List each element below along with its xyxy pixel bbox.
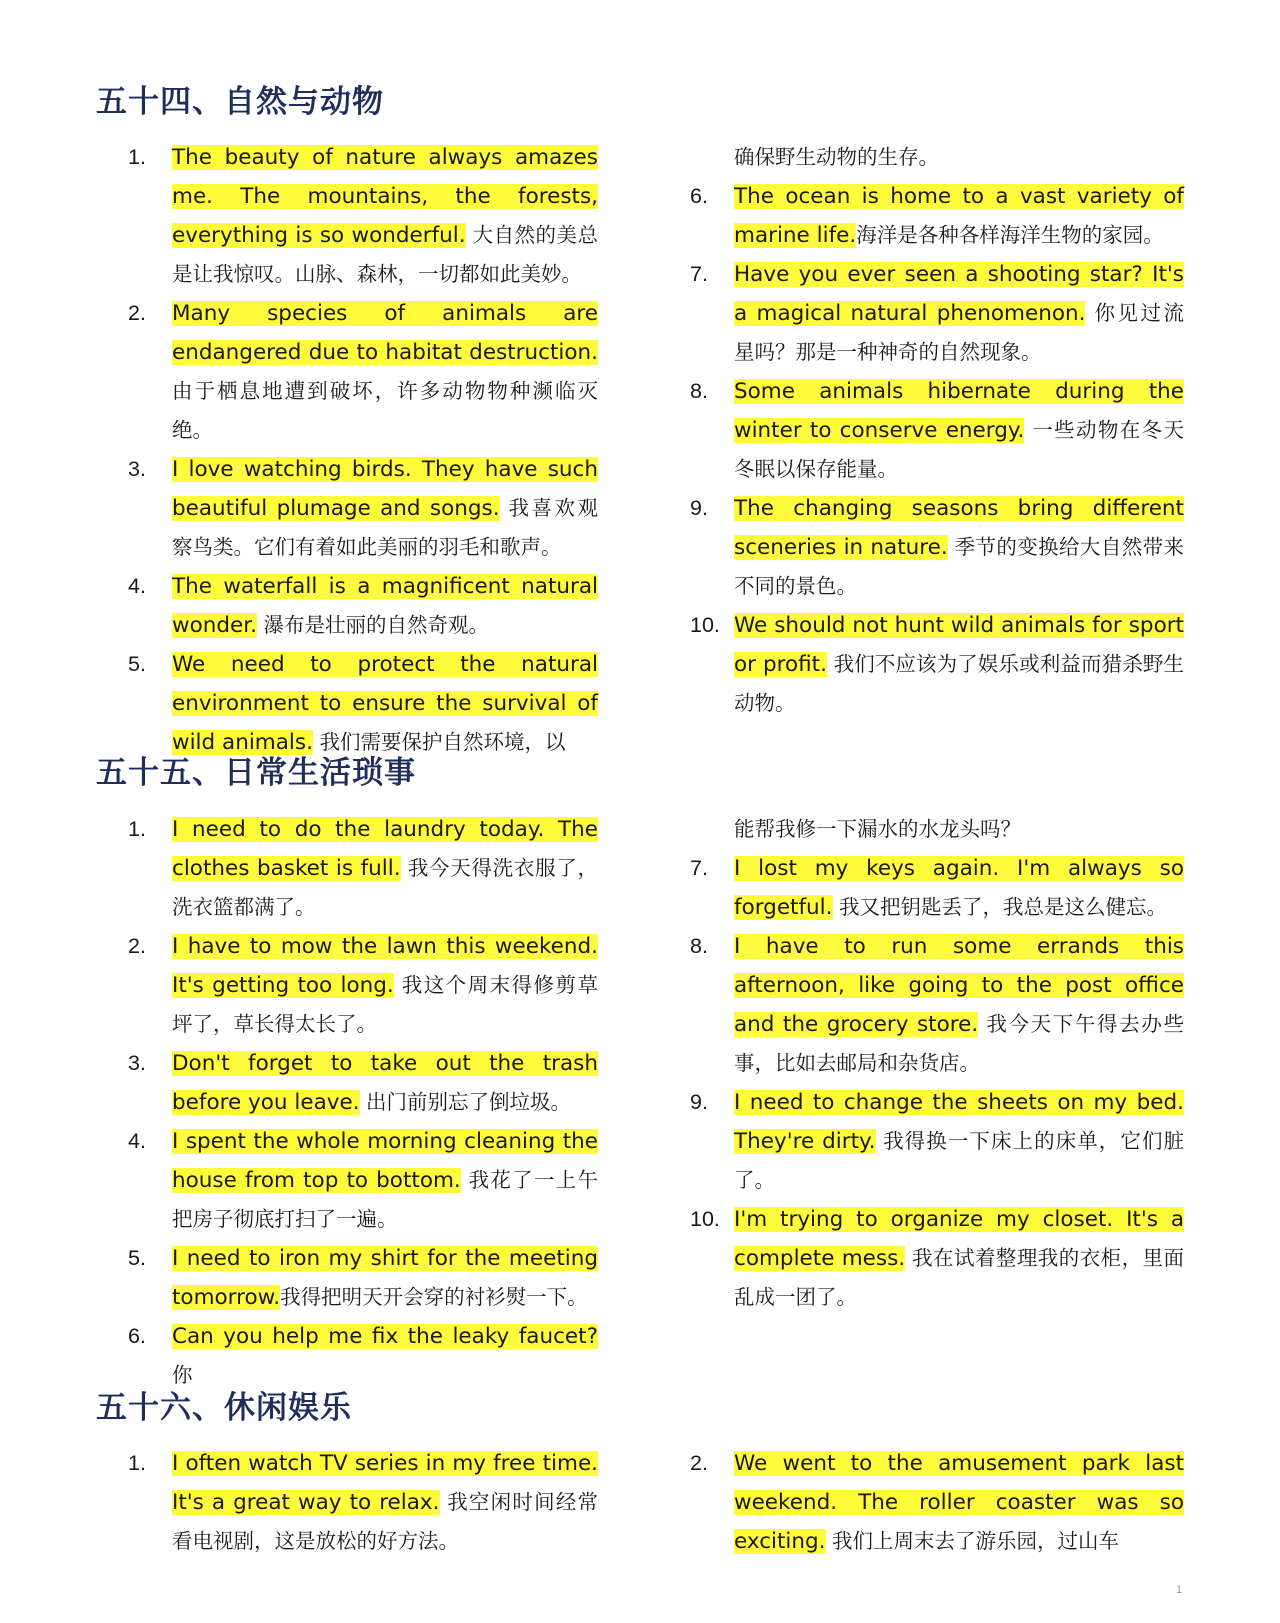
chinese-translation: 我们需要保护自然环境，以 [312, 730, 566, 754]
chinese-translation: 我们上周末去了游乐园，过山车 [825, 1529, 1120, 1553]
page-number: 1 [1176, 1584, 1183, 1596]
english-sentence: We went to the amusement park last weekend. The roller coaster was so exciting. [734, 1451, 1184, 1554]
item-number: 9. [690, 1090, 708, 1114]
list-item [690, 1083, 1184, 1200]
chinese-translation: 我们不应该为了娱乐或利益而猎杀野生动物。 [734, 652, 1185, 715]
list-item [128, 450, 598, 567]
item-number: 5. [128, 652, 146, 676]
section-56-right-list [690, 1444, 1184, 1561]
item-number: 7. [690, 856, 708, 880]
section-title-54: 五十四、自然与动物 [96, 84, 384, 120]
english-sentence: Don't forget to take out the trash before you leave. [172, 1051, 598, 1115]
item-number: 10. [690, 1207, 720, 1231]
english-sentence: Many species of animals are endangered due to habitat destruction. [172, 301, 598, 365]
english-sentence: Some animals hibernate during the winter to conserve energy. [734, 379, 1184, 443]
list-item [128, 1044, 598, 1122]
chinese-translation: 你见过流星吗？那是一种神奇的自然现象。 [734, 301, 1184, 364]
english-sentence: I often watch TV series in my free time. It's a great way to relax. [172, 1451, 598, 1515]
list-item [128, 138, 598, 294]
chinese-translation: 我又把钥匙丢了，我总是这么健忘。 [832, 895, 1168, 919]
chinese-translation: 我得换一下床上的床单，它们脏了。 [734, 1129, 1185, 1192]
section-title-56: 五十六、休闲娱乐 [96, 1390, 352, 1426]
item-number: 1. [128, 1451, 146, 1475]
list-item [128, 1444, 598, 1561]
item-number: 1. [128, 817, 146, 841]
item-number: 2. [128, 934, 146, 958]
item-number: 6. [128, 1324, 146, 1348]
item-number: 5. [128, 1246, 146, 1270]
english-sentence: I lost my keys again. I'm always so forgetful. [734, 856, 1184, 920]
chinese-translation: 我今天得洗衣服了，洗衣篮都满了。 [172, 856, 598, 919]
chinese-translation: 确保野生动物的生存。 [734, 145, 939, 169]
english-sentence: I spent the whole morning cleaning the house from top to bottom. [172, 1129, 598, 1193]
chinese-translation: 我这个周末得修剪草坪了，草长得太长了。 [172, 973, 598, 1036]
list-item [690, 489, 1184, 606]
list-item [128, 645, 598, 762]
item-number: 9. [690, 496, 708, 520]
chinese-translation: 出门前别忘了倒垃圾。 [359, 1090, 572, 1114]
english-sentence: The changing seasons bring different sceneries in nature. [734, 496, 1184, 560]
item-number: 4. [128, 1129, 146, 1153]
list-item [128, 810, 598, 927]
english-sentence: I love watching birds. They have such beautiful plumage and songs. [172, 457, 598, 521]
chinese-translation: 季节的变换给大自然带来不同的景色。 [734, 535, 1184, 598]
section-55-left-list [128, 810, 598, 1395]
english-sentence: I need to change the sheets on my bed. They're dirty. [734, 1090, 1184, 1154]
item-number: 10. [690, 613, 720, 637]
list-item [128, 927, 598, 1044]
list-item [690, 255, 1184, 372]
chinese-translation: 我今天下午得去办些事，比如去邮局和杂货店。 [734, 1012, 1184, 1075]
chinese-translation: 海洋是各种各样海洋生物的家园。 [856, 223, 1164, 247]
section-54-right-list [690, 138, 1184, 723]
list-item [128, 294, 598, 450]
item-number: 2. [128, 301, 146, 325]
list-item-continuation [690, 138, 1184, 177]
english-sentence: We need to protect the natural environment to ensure the survival of wild animals. [172, 652, 598, 755]
item-number: 3. [128, 1051, 146, 1075]
item-number: 4. [128, 574, 146, 598]
english-sentence: I need to iron my shirt for the meeting tomorrow. [172, 1246, 598, 1310]
list-item [128, 1122, 598, 1239]
chinese-translation: 瀑布是壮丽的自然奇观。 [256, 613, 489, 637]
list-item [690, 606, 1184, 723]
chinese-translation: 大自然的美总是让我惊叹。山脉、森林，一切都如此美妙。 [172, 223, 598, 286]
chinese-translation: 一些动物在冬天冬眠以保存能量。 [734, 418, 1184, 481]
chinese-translation: 我花了一上午把房子彻底打扫了一遍。 [172, 1168, 598, 1231]
item-number: 3. [128, 457, 146, 481]
chinese-translation: 我喜欢观察鸟类。它们有着如此美丽的羽毛和歌声。 [172, 496, 598, 559]
item-number: 8. [690, 379, 708, 403]
list-item [690, 849, 1184, 927]
section-54-left-list [128, 138, 598, 762]
item-number: 1. [128, 145, 146, 169]
english-sentence: The beauty of nature always amazes me. The mountains, the forests, everything is so wonderful. [172, 145, 598, 248]
section-title-55: 五十五、日常生活琐事 [96, 755, 416, 791]
list-item [128, 567, 598, 645]
list-item [128, 1317, 598, 1395]
chinese-translation: 你 [172, 1363, 193, 1387]
chinese-translation: 我得把明天开会穿的衬衫熨一下。 [280, 1285, 588, 1309]
english-sentence: I have to mow the lawn this weekend. It's getting too long. [172, 934, 598, 998]
chinese-translation: 我空闲时间经常看电视剧，这是放松的好方法。 [172, 1490, 598, 1553]
english-sentence: The waterfall is a magnificent natural wonder. [172, 574, 598, 638]
chinese-translation: 由于栖息地遭到破坏，许多动物物种濒临灭绝。 [172, 379, 598, 442]
english-sentence: I have to run some errands this afternoon, like going to the post office and the grocery store. [734, 934, 1184, 1037]
item-number: 7. [690, 262, 708, 286]
english-sentence: We should not hunt wild animals for sport or profit. [734, 613, 1184, 677]
list-item [690, 372, 1184, 489]
chinese-translation: 能帮我修一下漏水的水龙头吗？ [734, 817, 1021, 841]
english-sentence: I'm trying to organize my closet. It's a complete mess. [734, 1207, 1184, 1271]
section-55-right-list [690, 810, 1184, 1317]
english-sentence: Have you ever seen a shooting star? It's a magical natural phenomenon. [734, 262, 1184, 326]
list-item [690, 1444, 1184, 1561]
list-item [690, 1200, 1184, 1317]
english-sentence: The ocean is home to a vast variety of marine life. [734, 184, 1184, 248]
list-item [128, 1239, 598, 1317]
item-number: 8. [690, 934, 708, 958]
section-56-left-list [128, 1444, 598, 1561]
item-number: 6. [690, 184, 708, 208]
list-item [690, 927, 1184, 1083]
chinese-translation: 我在试着整理我的衣柜，里面乱成一团了。 [734, 1246, 1185, 1309]
english-sentence: Can you help me fix the leaky faucet? [172, 1324, 598, 1349]
english-sentence: I need to do the laundry today. The clothes basket is full. [172, 817, 598, 881]
list-item [690, 177, 1184, 255]
item-number: 2. [690, 1451, 708, 1475]
list-item-continuation [690, 810, 1184, 849]
